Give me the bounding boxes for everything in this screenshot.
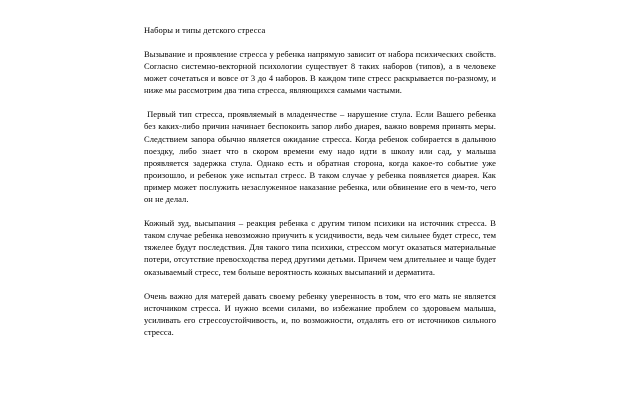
page-title: Наборы и типы детского стресса xyxy=(144,25,266,35)
paragraph-3: Кожный зуд, высыпания – реакция ребенка с другим типом психики на источник стресса. В таком случае ребенка невозможно приучить к усидчивости, ведь чем сильнее будет стресс, тем тяжелее будут последствия. Для такого типа психики, стрессом могут оказаться материальные потери, отсутствие превосходства перед другими детьми. Причем чем длительнее и чаще будет оказываемый стресс, тем больше вероятность кожных высыпаний и дерматита. xyxy=(144,218,499,277)
paragraph-1: Вызывание и проявление стресса у ребенка напрямую зависит от набора психических свойств. Согласно системно-векторной психологии существует 8 таких наборов (типов), а в человеке может сочетаться и вовсе от 3 до 4 наборов. В каждом типе стресс раскрывается по-разному, и ниже мы рассмотрим два типа стресса, являющихся самыми частыми. xyxy=(144,49,499,96)
paragraph-4: Очень важно для матерей давать своему ребенку уверенность в том, что его мать не является источником стресса. И нужно всеми силами, во избежание проблем со здоровьем малыша, усиливать его стрессоустойчивость, и, по возможности, отдалять его от источников сильного стресса. xyxy=(144,290,499,337)
paragraph-2: Первый тип стресса, проявляемый в младенчестве – нарушение стула. Если Вашего ребенка без каких-либо причин начинает беспокоить запор либо диарея, важно вовремя принять меры. Следствием запора обычно является ожидание стресса. Когда ребенок собирается в дальнюю поездку, либо знает что в скором времени ему надо идти в школу или сад, у малыша проявляется задержка стула. Однако есть и обратная сторона, когда какое-то событие уже произошло, и ребенок уже испытал стресс. В таком случае у ребенка появляется диарея. Как пример может послужить незаслуженное наказание ребенка, или обвинение его в чем-то, чего он не делал. xyxy=(144,109,499,205)
document-text-block xyxy=(144,24,499,338)
